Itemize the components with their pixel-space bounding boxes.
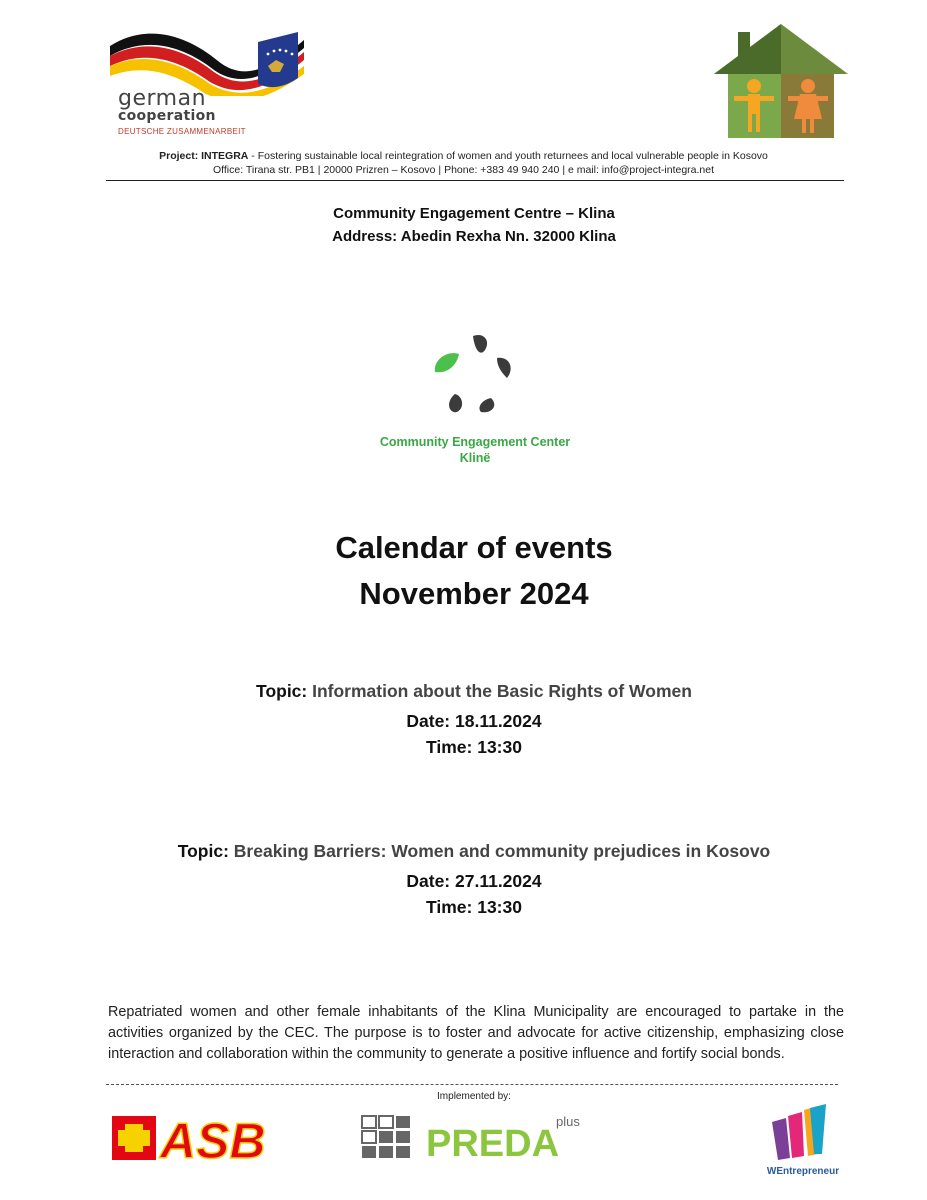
event-date: Date: 27.11.2024	[406, 871, 542, 891]
cec-logo-city: Klinë	[459, 451, 491, 465]
header-divider	[106, 180, 844, 181]
event-time: Time: 13:30	[426, 737, 522, 757]
event-topic-text: Breaking Barriers: Women and community prejudices in Kosovo	[228, 841, 771, 861]
german-cooperation-logo	[108, 26, 304, 138]
event-topic-label: Topic:	[256, 681, 308, 701]
preda-plus-text: plus	[556, 1114, 580, 1129]
integra-house-logo	[712, 24, 850, 142]
asb-logo	[108, 1110, 276, 1166]
implemented-by-label: Implemented by:	[437, 1091, 511, 1102]
wentrepreneur-text: WEntrepreneur	[766, 1166, 840, 1177]
preda-logo	[360, 1110, 592, 1170]
event-topic	[100, 841, 848, 862]
project-text: - Fostering sustainable local reintegration of women and youth returnees and local vulnerable people in Kosovo	[248, 150, 768, 162]
gc-word-cooperation: cooperation	[118, 108, 216, 124]
cec-logo	[425, 328, 525, 418]
event-date: Date: 18.11.2024	[406, 711, 542, 731]
cec-name: Community Engagement Centre – Klina	[333, 205, 615, 222]
event-topic-label: Topic:	[177, 841, 229, 861]
gc-word-german: german	[118, 86, 207, 111]
page-title: Calendar of events	[335, 530, 613, 565]
event-topic-text: Information about the Basic Rights of Women	[307, 681, 692, 701]
gc-word-deutsche: DEUTSCHE ZUSAMMENARBEIT	[118, 127, 246, 136]
project-label: Project: INTEGRA	[159, 150, 249, 162]
preda-logo-text: PREDA	[426, 1123, 560, 1165]
asb-logo-text: ASB	[160, 1113, 266, 1166]
project-line	[100, 150, 827, 162]
page-subtitle: November 2024	[359, 576, 589, 611]
description-paragraph: Repatriated women and other female inhabitants of the Klina Municipality are encouraged to partake in the activities organized by the CEC. The purpose is to foster and advocate for active citizenship, emphasizing close interaction and collaboration within the community to generate a positive influence and fortify social bonds.	[108, 1004, 844, 1062]
event-time: Time: 13:30	[426, 897, 522, 917]
wentrepreneur-logo	[758, 1100, 848, 1180]
footer-divider	[106, 1084, 838, 1086]
office-line: Office: Tirana str. PB1 | 20000 Prizren – Kosovo | Phone: +383 49 940 240 | e mail: info@project-integra.net	[212, 164, 715, 176]
cec-logo-text: Community Engagement Center	[379, 435, 571, 449]
cec-address: Address: Abedin Rexha Nn. 32000 Klina	[332, 228, 616, 245]
event-topic	[100, 681, 848, 702]
